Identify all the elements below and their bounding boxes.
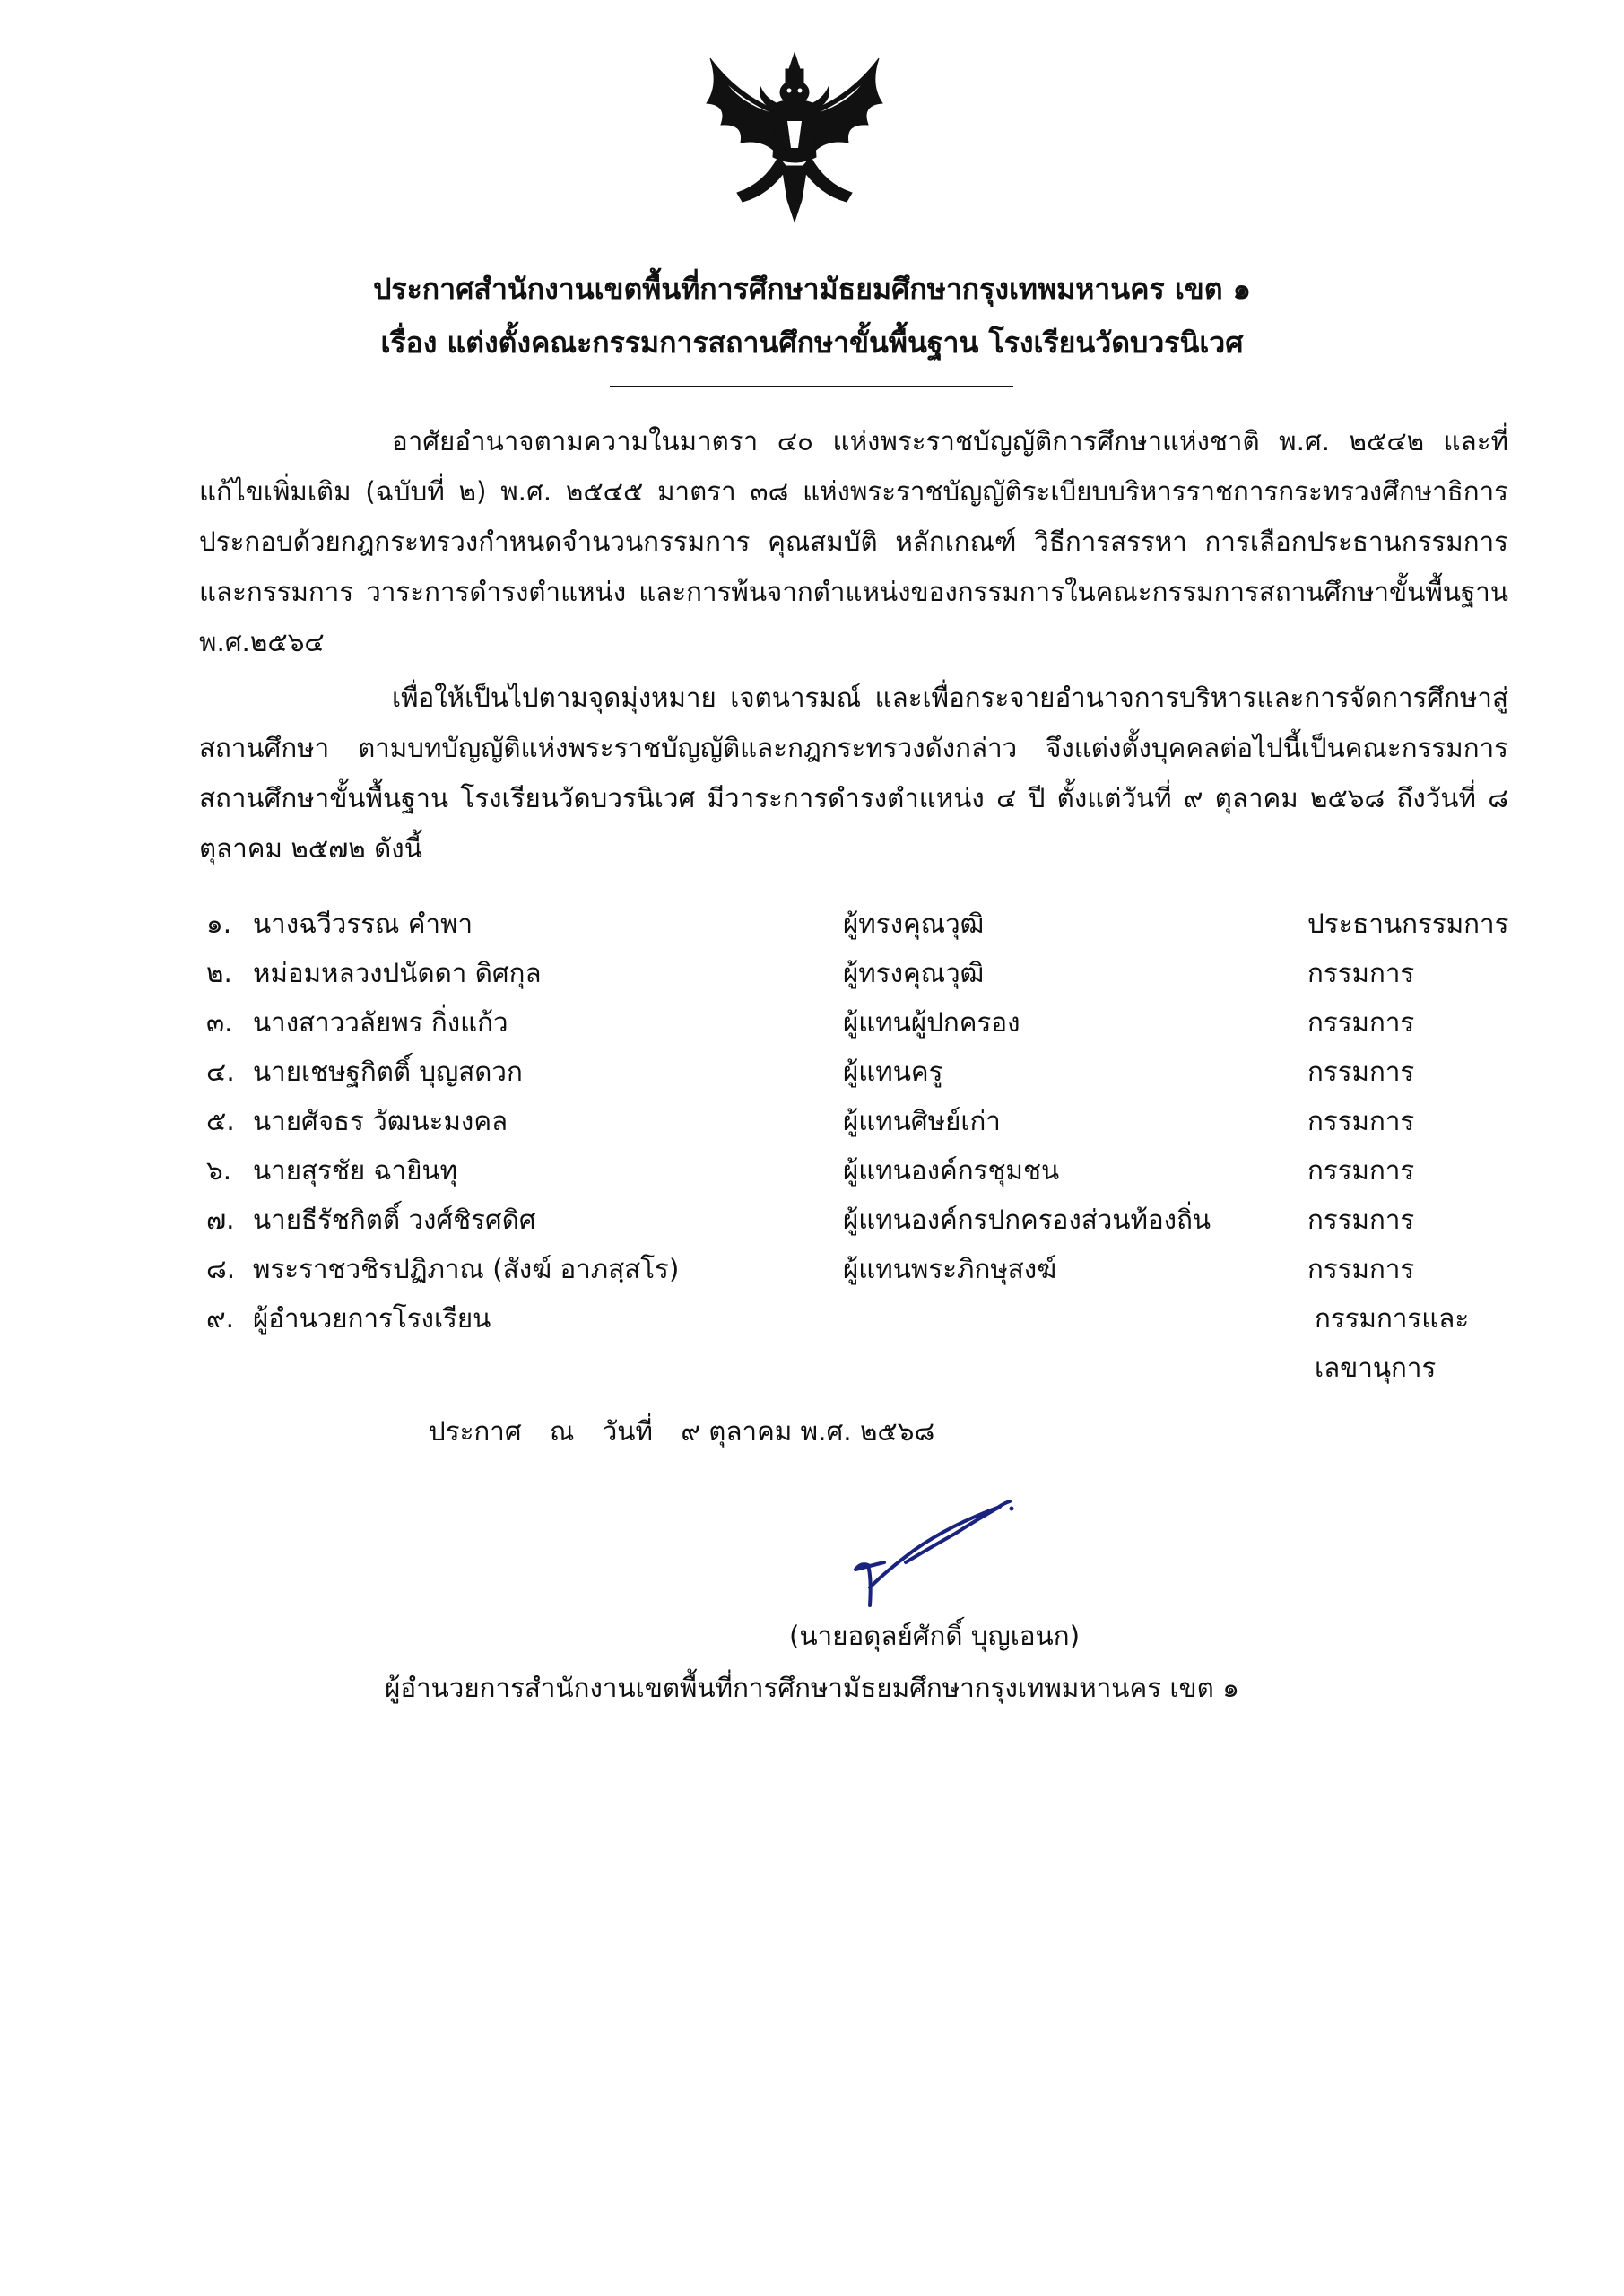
committee-position: กรรมการ bbox=[1307, 1057, 1415, 1087]
committee-name: นางสาววลัยพร กิ่งแก้ว bbox=[253, 1007, 508, 1038]
committee-role: ผู้แทนพระภิกษุสงฆ์ bbox=[843, 1254, 1057, 1284]
announcement-date-label: วันที่ bbox=[602, 1416, 653, 1447]
committee-position: กรรมการ bbox=[1307, 1106, 1415, 1136]
paragraph-authority: อาศัยอำนาจตามความในมาตรา ๔๐ แห่งพระราชบัญญัติการศึกษาแห่งชาติ พ.ศ. ๒๕๔๒ และที่แก้ไขเพิ่มเติม (ฉบับที่ ๒) พ.ศ. ๒๕๔๕ มาตรา ๓๘ แห่งพระราชบัญญัติระเบียบบริหารราชการกระทรวงศึกษาธิการ ประกอบด้วยกฎกระทรวงกำหนดจำนวนกรรมการ คุณสมบัติ หลักเกณฑ์ วิธีการสรรหา การเลือกประธานกรรมการ และกรรมการ วาระการดำรงตำแหน่ง และการพ้นจากตำแหน่งของกรรมการในคณะกรรมการสถานศึกษาขั้นพื้นฐาน พ.ศ.๒๕๖๔ bbox=[199, 426, 1508, 657]
committee-row bbox=[0, 997, 1624, 1048]
committee-name: หม่อมหลวงปนัดดา ดิศกุล bbox=[253, 958, 542, 988]
committee-role: ผู้แทนครู bbox=[843, 1057, 943, 1087]
committee-position: กรรมการ bbox=[1307, 1007, 1415, 1038]
handwritten-signature bbox=[834, 1480, 1040, 1623]
committee-row bbox=[0, 1145, 1624, 1196]
committee-number: ๘. bbox=[206, 1254, 236, 1284]
committee-number: ๙. bbox=[206, 1303, 234, 1334]
committee-number: ๓. bbox=[206, 1007, 233, 1038]
signatory-name: (นายอดุลย์ศักดิ์ บุญเอนก) bbox=[789, 1621, 1081, 1651]
committee-role: ผู้แทนผู้ปกครอง bbox=[843, 1007, 1020, 1038]
announcement-date: ๙ ตุลาคม พ.ศ. ๒๕๖๘ bbox=[681, 1416, 935, 1447]
committee-number: ๒. bbox=[206, 958, 232, 988]
garuda-emblem bbox=[701, 49, 888, 229]
committee-row bbox=[0, 948, 1624, 998]
announcement-prefix: ประกาศ bbox=[429, 1416, 522, 1447]
title-line-1: ประกาศสำนักงานเขตพื้นที่การศึกษามัธยมศึกษากรุงเทพมหานคร เขต ๑ bbox=[373, 272, 1251, 306]
committee-name: นายเชษฐกิตติ์ บุญสดวก bbox=[253, 1057, 523, 1087]
committee-row bbox=[0, 1096, 1624, 1146]
committee-position: กรรมการ bbox=[1307, 1205, 1415, 1235]
committee-position-line2: เลขานุการ bbox=[1315, 1352, 1437, 1383]
announcement-date-line bbox=[429, 1406, 954, 1457]
committee-name: นายสุรชัย ฉายินทุ bbox=[253, 1155, 458, 1186]
committee-number: ๗. bbox=[206, 1205, 235, 1235]
committee-row bbox=[0, 899, 1624, 949]
committee-row bbox=[0, 1195, 1624, 1245]
committee-position: กรรมการ bbox=[1307, 1155, 1415, 1186]
committee-role: ผู้แทนองค์กรชุมชน bbox=[843, 1155, 1060, 1186]
committee-row-continuation bbox=[0, 1343, 1624, 1393]
committee-row bbox=[0, 1293, 1624, 1344]
signatory-position: ผู้อำนวยการสำนักงานเขตพื้นที่การศึกษามัธยมศึกษากรุงเทพมหานคร เขต ๑ bbox=[385, 1673, 1239, 1703]
committee-role: ผู้แทนองค์กรปกครองส่วนท้องถิ่น bbox=[843, 1205, 1211, 1235]
committee-role: ผู้ทรงคุณวุฒิ bbox=[843, 958, 985, 988]
committee-name: นายธีรัชกิตติ์ วงศ์ชิรศดิศ bbox=[253, 1205, 536, 1235]
committee-position: กรรมการ bbox=[1307, 1254, 1415, 1284]
committee-name: ผู้อำนวยการโรงเรียน bbox=[253, 1303, 491, 1334]
committee-name: นางฉวีวรรณ คำพา bbox=[253, 909, 473, 939]
title-underline bbox=[610, 386, 1013, 387]
announcement-at: ณ bbox=[549, 1416, 575, 1447]
committee-row bbox=[0, 1047, 1624, 1097]
committee-number: ๑. bbox=[206, 909, 232, 939]
committee-role: ผู้แทนศิษย์เก่า bbox=[843, 1106, 1001, 1136]
committee-role: ผู้ทรงคุณวุฒิ bbox=[843, 909, 985, 939]
committee-name: นายศัจธร วัฒนะมงคล bbox=[253, 1106, 508, 1136]
committee-number: ๖. bbox=[206, 1155, 232, 1186]
committee-position: กรรมการ bbox=[1307, 958, 1415, 988]
paragraph-purpose: เพื่อให้เป็นไปตามจุดมุ่งหมาย เจตนารมณ์ และเพื่อกระจายอำนาจการบริหารและการจัดการศึกษาสู่สถานศึกษา ตามบทบัญญัติแห่งพระราชบัญญัติและกฎกระทรวงดังกล่าว จึงแต่งตั้งบุคคลต่อไปนี้เป็นคณะกรรมการสถานศึกษาขั้นพื้นฐาน โรงเรียนวัดบวรนิเวศ มีวาระการดำรงตำแหน่ง ๔ ปี ตั้งแต่วันที่ ๙ ตุลาคม ๒๕๖๘ ถึงวันที่ ๘ ตุลาคม ๒๕๗๒ ดังนี้ bbox=[199, 683, 1508, 864]
committee-position: ประธานกรรมการ bbox=[1307, 909, 1509, 939]
title-line-2: เรื่อง แต่งตั้งคณะกรรมการสถานศึกษาขั้นพื้นฐาน โรงเรียนวัดบวรนิเวศ bbox=[380, 326, 1244, 360]
committee-number: ๕. bbox=[206, 1106, 235, 1136]
committee-position: กรรมการและ bbox=[1315, 1303, 1470, 1334]
committee-name: พระราชวชิรปฏิภาณ (สังฆ์ อาภสฺสโร) bbox=[253, 1254, 680, 1284]
committee-number: ๔. bbox=[206, 1057, 235, 1087]
committee-row bbox=[0, 1244, 1624, 1294]
